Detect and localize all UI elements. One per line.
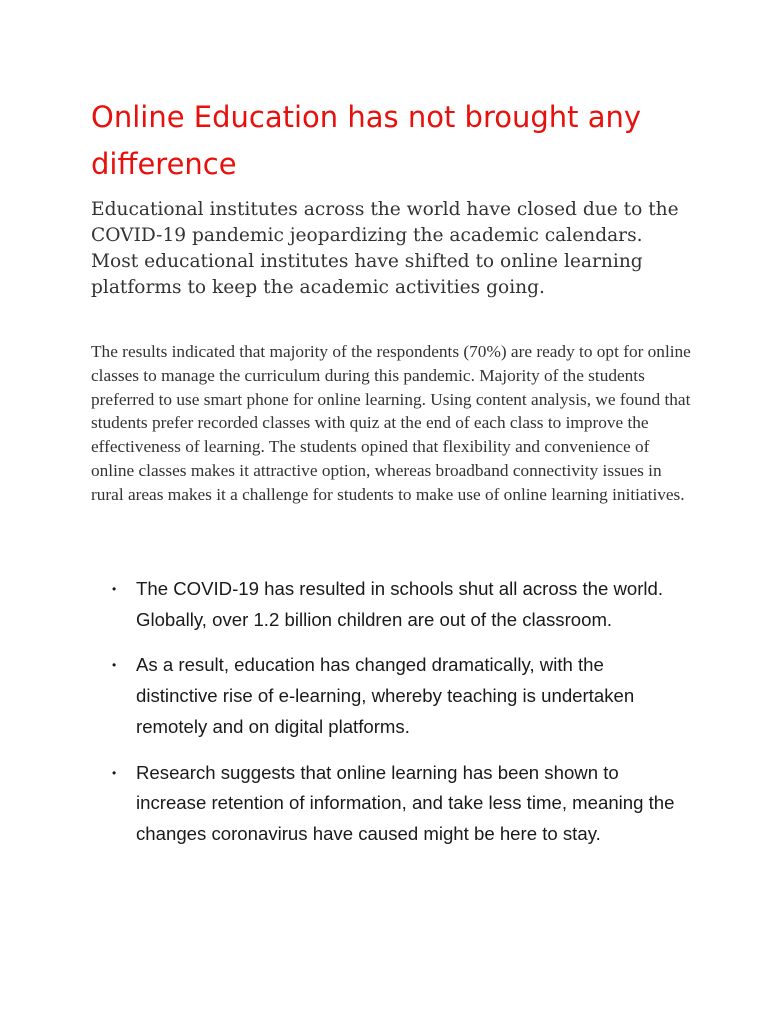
bullet-icon: • <box>112 765 117 780</box>
bullet-icon: • <box>112 658 117 673</box>
bullet-icon: • <box>112 582 117 596</box>
bullet-item <box>112 650 682 742</box>
bullet-item <box>112 758 682 850</box>
bullet-item <box>112 574 682 635</box>
bullet-text: Research suggests that online learning has been shown to increase retention of information, and take less time, meaning the changes coronavirus have caused might be here to stay. <box>136 761 675 844</box>
intro-paragraph: Educational institutes across the world have closed due to the COVID-19 pandemic jeopardizing the academic calendars. Most educational institutes have shifted to online learning platforms to keep the academic activities going. <box>91 199 679 298</box>
bullet-text: The COVID-19 has resulted in schools shut all across the world. Globally, over 1.2 billion children are out of the classroom. <box>136 578 664 630</box>
document-title: Online Education has not brought any difference <box>91 100 642 181</box>
bullet-text: As a result, education has changed dramatically, with the distinctive rise of e-learning, whereby teaching is undertaken remotely and on digital platforms. <box>136 654 635 737</box>
bullet-list <box>112 574 682 865</box>
summary-paragraph: The results indicated that majority of the respondents (70%) are ready to opt for online classes to manage the curriculum during this pandemic. Majority of the students preferred to use smart phone for online learning. Using content analysis, we found that students prefer recorded classes with quiz at the end of each class to improve the effectiveness of learning. The students opined that flexibility and convenience of online classes makes it attractive option, whereas broadband connectivity issues in rural areas makes it a challenge for students to make use of online learning initiatives. <box>91 342 691 504</box>
